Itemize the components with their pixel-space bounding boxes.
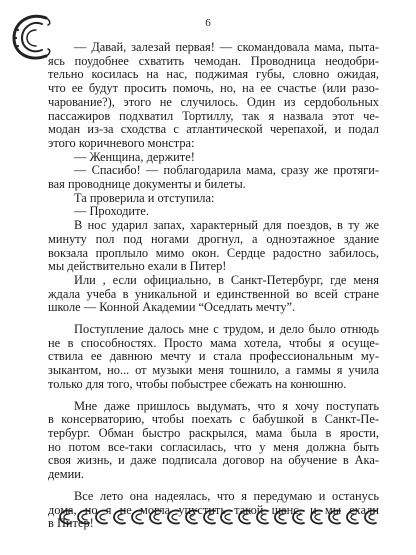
horseshoe-motif-icon bbox=[273, 508, 290, 526]
text-line: Все лето она надеялась, что я передумаю и останусь bbox=[74, 488, 379, 503]
paragraph bbox=[61, 205, 379, 219]
horseshoe-motif-icon bbox=[184, 508, 201, 526]
text-line: в Питер! bbox=[48, 516, 94, 531]
text-line: не в способностях. Просто мама хотела, чтобы я осуще- bbox=[48, 335, 379, 350]
paragraph bbox=[48, 218, 379, 274]
text-line: ствила ее давнюю мечту и стала профессиональным му- bbox=[48, 349, 379, 364]
text-line: ждала учеба в уникальной и единственной во всей стране bbox=[48, 286, 379, 301]
page-number: 6 bbox=[205, 17, 211, 29]
text-line: дома, но я не могла упустить такой шанс, и мы ехали bbox=[48, 502, 379, 517]
horseshoe-motif-icon bbox=[112, 508, 129, 526]
paragraph bbox=[48, 322, 379, 392]
text-line: но потом все-таки согласилась, что у меня должна быть bbox=[48, 439, 379, 454]
paragraph bbox=[61, 192, 379, 206]
text-line: своя жизнь, и даже подписала договор на обучение в Ака- bbox=[48, 453, 379, 468]
text-line: школе — Конной Академии “Оседлать мечту”. bbox=[48, 300, 296, 315]
text-line: модан из-за сходства с атлантической черепахой, и подал bbox=[48, 122, 379, 137]
text-line: вокзала проплыло мимо окон. Сердце радостно забилось, bbox=[48, 245, 379, 260]
text-line: — Давай, залезай первая! — скомандовала мама, пыта- bbox=[74, 40, 379, 54]
text-line: — Проходите. bbox=[74, 204, 150, 219]
paragraph bbox=[48, 398, 379, 482]
horseshoe-motif-icon bbox=[166, 508, 183, 526]
horseshoe-motif-icon bbox=[255, 508, 272, 526]
text-line: минуту пол под ногами дрогнул, а одноэтажное здание bbox=[48, 231, 379, 246]
horseshoe-motif-icon bbox=[130, 508, 147, 526]
horseshoe-motif-icon bbox=[327, 508, 344, 526]
horseshoe-motif-icon bbox=[94, 508, 111, 526]
horseshoe-motif-icon bbox=[219, 508, 236, 526]
horseshoe-motif-icon bbox=[363, 508, 380, 526]
horseshoe-motif-icon bbox=[237, 508, 254, 526]
horseshoe-motif-icon bbox=[309, 508, 326, 526]
text-line: Поступление далось мне с трудом, и дело было отнюдь bbox=[74, 322, 379, 337]
text-line: чарование?), этого не случилось. Один из сердобольных bbox=[48, 94, 379, 109]
horseshoe-motif-icon bbox=[76, 508, 93, 526]
decorative-border bbox=[48, 502, 380, 528]
text-line: зыкантом, но... от музыки меня тошнило, а гаммы я учила bbox=[48, 363, 379, 378]
paragraph bbox=[48, 272, 379, 315]
text-line: — Женщина, держите! bbox=[74, 149, 195, 164]
body-text bbox=[48, 40, 379, 531]
text-line: демии. bbox=[48, 467, 85, 482]
text-line: что ее будут просить помочь, но, на ее счастье (или разо- bbox=[48, 81, 379, 96]
text-line: пассажиров подхватил Тортиллу, так я назвала этот че- bbox=[48, 108, 379, 123]
text-line: этого коричневого монстра: bbox=[48, 135, 195, 150]
text-line: В нос ударил запах, характерный для поездов, в ту же bbox=[74, 218, 379, 233]
horseshoe-motif-icon bbox=[202, 508, 219, 526]
text-line: вая проводнице документы и билеты. bbox=[48, 177, 246, 192]
text-line: Та проверила и отступила: bbox=[74, 190, 215, 205]
horseshoe-motif-icon bbox=[345, 508, 362, 526]
text-line: ясь поудобнее схватить чемодан. Проводница неодобри- bbox=[48, 53, 379, 68]
text-line: в консерваторию, чтобы поехать с бабушкой в Санкт-Пе- bbox=[48, 412, 379, 427]
text-line: — Спасибо! — поблагодарила мама, сразу же протяги- bbox=[74, 163, 379, 178]
paragraph bbox=[48, 163, 379, 192]
horseshoe-motif-icon bbox=[148, 508, 165, 526]
text-line: Мне даже пришлось выдумать, что я хочу поступать bbox=[74, 398, 379, 413]
paragraph bbox=[61, 151, 379, 165]
text-line: мы действительно ехали в Питер! bbox=[48, 259, 227, 274]
paragraph bbox=[48, 40, 379, 151]
text-line: только для того, чтобы побыстрее сбежать на конюшню. bbox=[48, 376, 347, 391]
horseshoe-motif-icon bbox=[58, 508, 75, 526]
horseshoe-motif-icon bbox=[291, 508, 308, 526]
text-line: тельно косилась на нас, поджимая губы, словно ожидая, bbox=[48, 67, 379, 82]
text-line: Или , если официально, в Санкт-Петербург, где меня bbox=[74, 272, 379, 287]
text-line: тербург. Обман быстро раскрылся, мама была в ярости, bbox=[48, 425, 379, 440]
